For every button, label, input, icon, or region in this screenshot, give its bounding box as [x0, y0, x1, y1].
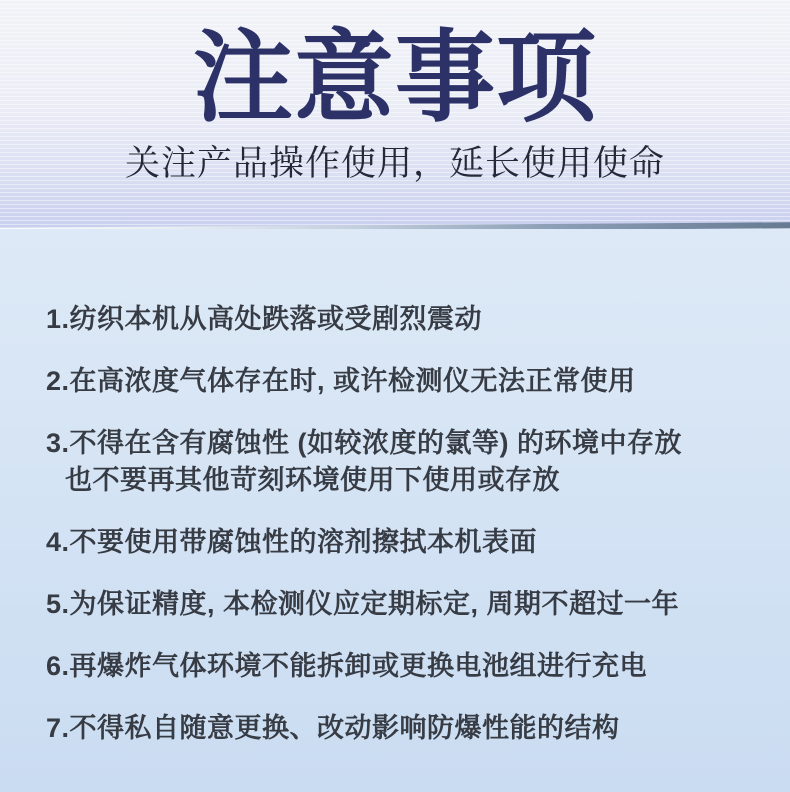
notice-line: 4.不要使用带腐蚀性的溶剂擦拭本机表面 — [46, 527, 538, 557]
body-section — [0, 229, 790, 792]
notice-line: 3.不得在含有腐蚀性 (如较浓度的氯等) 的环境中存放 — [46, 428, 683, 458]
page-title: 注意事项 — [193, 22, 597, 134]
notice-line: 6.再爆炸气体环境不能拆卸或更换电池组进行充电 — [46, 651, 648, 681]
notice-item — [46, 363, 754, 400]
notice-line: 1.纺织本机从高处跌落或受剧烈震动 — [46, 304, 483, 334]
notice-item — [46, 648, 754, 685]
page-subtitle: 关注产品操作使用，延长使用使命 — [124, 144, 665, 183]
header-section — [0, 0, 790, 229]
notice-line: 也不要再其他苛刻环境使用下使用或存放 — [65, 465, 560, 495]
notice-item — [46, 710, 754, 747]
notice-item — [46, 586, 754, 623]
notice-line: 7.不得私自随意更换、改动影响防爆性能的结构 — [46, 713, 620, 743]
notice-list — [46, 301, 754, 772]
notice-line: 2.在高浓度气体存在时, 或许检测仪无法正常使用 — [46, 366, 636, 396]
notice-item — [46, 301, 754, 338]
notice-item — [46, 425, 754, 499]
notice-item — [46, 524, 754, 561]
notice-line: 5.为保证精度, 本检测仪应定期标定, 周期不超过一年 — [46, 589, 680, 619]
